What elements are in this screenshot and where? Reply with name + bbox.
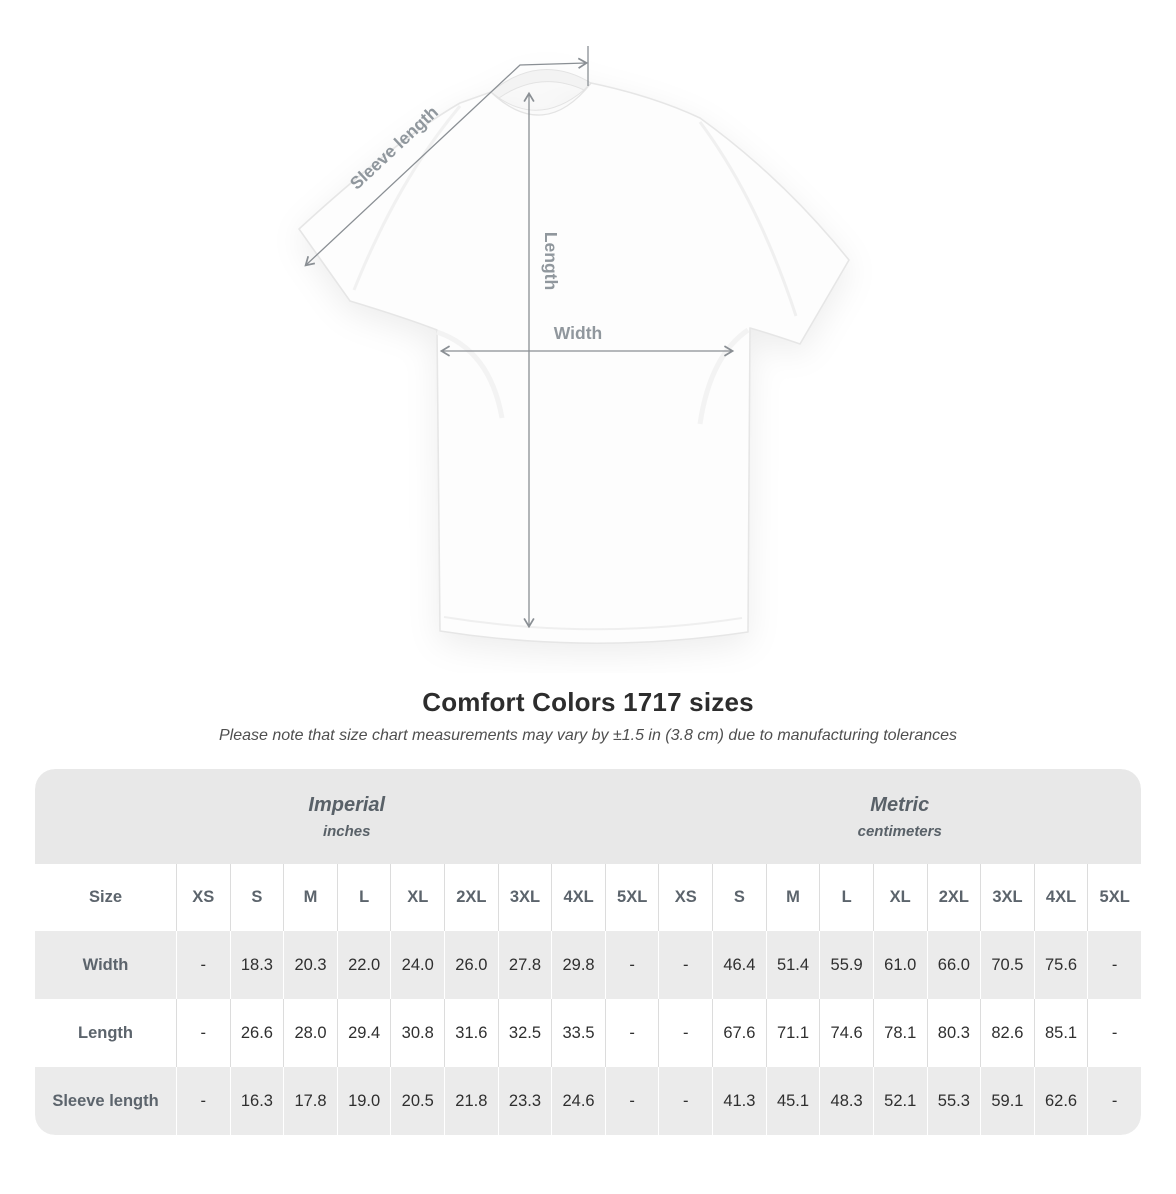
size-guide-page	[0, 18, 1176, 1194]
collar-back	[491, 69, 591, 98]
size-value-cell: -	[605, 931, 659, 999]
size-value-cell: -	[605, 999, 659, 1067]
size-value-cell: 24.0	[390, 931, 444, 999]
size-value-cell: 48.3	[819, 1067, 873, 1135]
size-col-header: XL	[873, 864, 927, 931]
size-col-header: XS	[176, 864, 230, 931]
page-title: Comfort Colors 1717 sizes	[422, 687, 754, 717]
row-label-length: Length	[35, 999, 176, 1067]
size-value-cell: -	[1087, 999, 1141, 1067]
size-value-cell: 19.0	[337, 1067, 391, 1135]
size-col-header: M	[283, 864, 337, 931]
size-value-cell: -	[1087, 931, 1141, 999]
size-chart-table	[35, 769, 1141, 1135]
size-value-cell: 21.8	[444, 1067, 498, 1135]
size-column-header: Size	[35, 864, 176, 931]
table-row-sleeve-length	[35, 1067, 1141, 1135]
metric-group-header	[658, 769, 1141, 864]
size-value-cell: 26.6	[230, 999, 284, 1067]
imperial-label: Imperial	[308, 793, 386, 816]
size-value-cell: -	[176, 931, 230, 999]
size-value-cell: 23.3	[498, 1067, 552, 1135]
size-col-header: S	[230, 864, 284, 931]
size-value-cell: 16.3	[230, 1067, 284, 1135]
size-col-header: M	[766, 864, 820, 931]
size-value-cell: 26.0	[444, 931, 498, 999]
size-value-cell: -	[176, 999, 230, 1067]
size-value-cell: 55.9	[819, 931, 873, 999]
size-value-cell: -	[605, 1067, 659, 1135]
size-value-cell: 55.3	[927, 1067, 981, 1135]
table-row-width	[35, 931, 1141, 999]
width-label: Width	[553, 323, 603, 343]
metric-label: Metric	[870, 793, 930, 816]
unit-group-row	[35, 769, 1141, 864]
table-row-length	[35, 999, 1141, 1067]
size-value-cell: 31.6	[444, 999, 498, 1067]
size-header-row	[35, 864, 1141, 931]
metric-unit-label: centimeters	[857, 822, 942, 840]
size-value-cell: 41.3	[712, 1067, 766, 1135]
size-value-cell: 51.4	[766, 931, 820, 999]
size-value-cell: 59.1	[980, 1067, 1034, 1135]
size-value-cell: 17.8	[283, 1067, 337, 1135]
size-col-header: 4XL	[1034, 864, 1088, 931]
tolerance-note: Please note that size chart measurements may vary by ±1.5 in (3.8 cm) due to manufacturing tolerances	[218, 727, 958, 744]
size-col-header: L	[819, 864, 873, 931]
length-label: Length	[541, 231, 561, 291]
size-value-cell: 70.5	[980, 931, 1034, 999]
size-col-header: 4XL	[551, 864, 605, 931]
size-value-cell: 33.5	[551, 999, 605, 1067]
sleeve-length-label: Sleeve length	[345, 101, 442, 194]
size-value-cell: 32.5	[498, 999, 552, 1067]
size-value-cell: 22.0	[337, 931, 391, 999]
size-col-header: 3XL	[498, 864, 552, 931]
size-value-cell: 66.0	[927, 931, 981, 999]
size-col-header: S	[712, 864, 766, 931]
size-value-cell: 82.6	[980, 999, 1034, 1067]
size-value-cell: -	[658, 931, 712, 999]
size-col-header: 5XL	[605, 864, 659, 931]
imperial-group-header	[35, 769, 658, 864]
size-value-cell: 30.8	[390, 999, 444, 1067]
size-value-cell: 71.1	[766, 999, 820, 1067]
size-value-cell: 75.6	[1034, 931, 1088, 999]
imperial-unit-label: inches	[322, 822, 371, 840]
size-value-cell: 20.5	[390, 1067, 444, 1135]
size-value-cell: 74.6	[819, 999, 873, 1067]
size-value-cell: 80.3	[927, 999, 981, 1067]
size-col-header: XL	[390, 864, 444, 931]
size-value-cell: 62.6	[1034, 1067, 1088, 1135]
size-value-cell: 61.0	[873, 931, 927, 999]
size-value-cell: 18.3	[230, 931, 284, 999]
row-label-width: Width	[35, 931, 176, 999]
size-col-header: 5XL	[1087, 864, 1141, 931]
size-col-header: 2XL	[444, 864, 498, 931]
size-value-cell: 29.8	[551, 931, 605, 999]
size-value-cell: 28.0	[283, 999, 337, 1067]
size-value-cell: -	[658, 1067, 712, 1135]
shirt-measurement-diagram	[248, 18, 928, 673]
size-col-header: L	[337, 864, 391, 931]
row-label-sleeve-length: Sleeve length	[35, 1067, 176, 1135]
size-value-cell: 67.6	[712, 999, 766, 1067]
size-value-cell: 29.4	[337, 999, 391, 1067]
size-value-cell: -	[658, 999, 712, 1067]
size-value-cell: 52.1	[873, 1067, 927, 1135]
size-col-header: 2XL	[927, 864, 981, 931]
size-value-cell: 78.1	[873, 999, 927, 1067]
size-value-cell: -	[176, 1067, 230, 1135]
size-value-cell: -	[1087, 1067, 1141, 1135]
size-value-cell: 46.4	[712, 931, 766, 999]
tshirt-diagram-svg	[248, 18, 928, 673]
size-value-cell: 20.3	[283, 931, 337, 999]
size-value-cell: 45.1	[766, 1067, 820, 1135]
size-value-cell: 85.1	[1034, 999, 1088, 1067]
size-value-cell: 24.6	[551, 1067, 605, 1135]
size-value-cell: 27.8	[498, 931, 552, 999]
size-col-header: XS	[658, 864, 712, 931]
size-col-header: 3XL	[980, 864, 1034, 931]
